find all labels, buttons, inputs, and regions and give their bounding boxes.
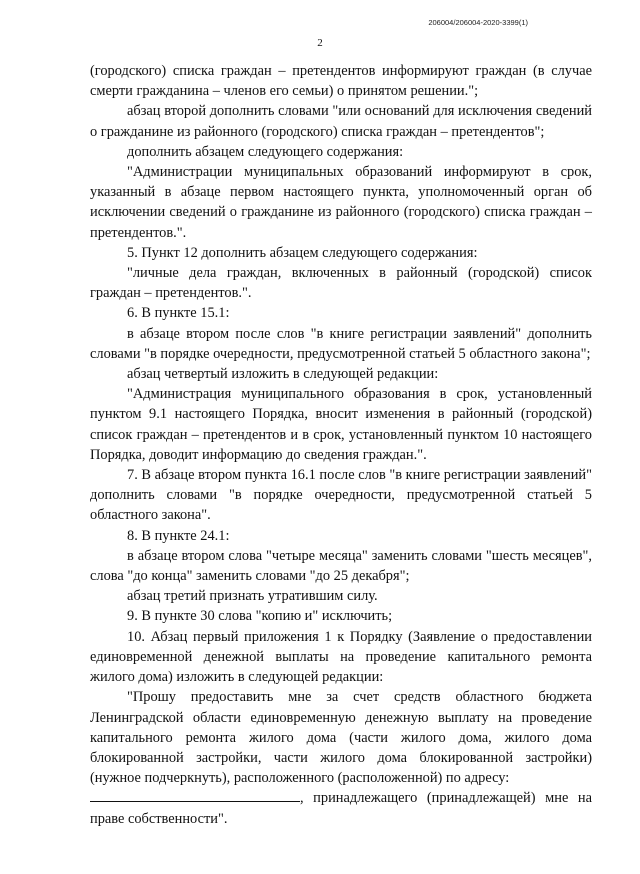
paragraph: абзац третий признать утратившим силу. [127,588,378,605]
paragraph: в абзаце втором слова "четыре месяца" заменить словами "шесть месяцев", слова "до конца" заменить словами "до 25 декабря"; [90,547,592,585]
address-blank-line [90,789,300,802]
paragraph: 7. В абзаце втором пункта 16.1 после слов "в книге регистрации заявлений" дополнить словами "в порядке очередности, предусмотренной статьей 5 областного закона". [90,467,592,524]
ownership-text: , принадлежащего (принадлежащей) мне на праве собственности". [90,790,592,827]
paragraph: 8. В пункте 24.1: [127,527,230,544]
document-id: 206004/206004-2020-3399(1) [428,18,528,27]
paragraph: дополнить абзацем следующего содержания: [127,143,404,160]
document-body [90,61,592,829]
address-paragraph [90,788,592,828]
paragraph: "Администрация муниципального образования в срок, установленный пунктом 9.1 настоящего Порядка, вносит изменения в районный (городской) список граждан – претендентов и в срок, установленный пунктом 10 настоящего Порядка, доводит информацию до сведения граждан.". [90,386,592,463]
paragraph: 6. В пункте 15.1: [127,305,230,322]
paragraph: в абзаце втором после слов "в книге регистрации заявлений" дополнить словами "в порядке очередности, предусмотренной статьей 5 областного закона"; [90,325,592,362]
paragraph: "Администрации муниципальных образований информируют в срок, указанный в абзаце первом настоящего пункта, уполномоченный орган об исключении сведений о гражданине из районного (городского) списка граждан – претендентов.". [90,164,592,241]
paragraph: 10. Абзац первый приложения 1 к Порядку (Заявление о предоставлении единовременной денежной выплаты на проведение капитального ремонта жилого дома) изложить в следующей редакции: [90,628,592,686]
paragraph: абзац второй дополнить словами "или оснований для исключения сведений о гражданине из районного (городского) списка граждан – претендентов"; [90,103,592,140]
paragraph: абзац четвертый изложить в следующей редакции: [127,366,439,383]
paragraph: (городского) списка граждан – претендентов информируют граждан (в случае смерти гражданина – членов его семьи) о принятом решении."; [90,63,592,100]
page-number: 2 [317,37,323,49]
paragraph: "личные дела граждан, включенных в районный (городской) список граждан – претендентов.". [90,265,592,302]
paragraph: 9. В пункте 30 слова "копию и" исключить; [127,608,393,625]
paragraph: 5. Пункт 12 дополнить абзацем следующего содержания: [127,244,478,261]
paragraph: "Прошу предоставить мне за счет средств областного бюджета Ленинградской области единовременную денежную выплату на проведение капитального ремонта жилого дома (части жилого дома, жилого дома блокированной застройки, части жилого дома блокированной застройки) (нужное подчеркнуть), расположенного (расположенной) по адресу: [90,689,592,787]
